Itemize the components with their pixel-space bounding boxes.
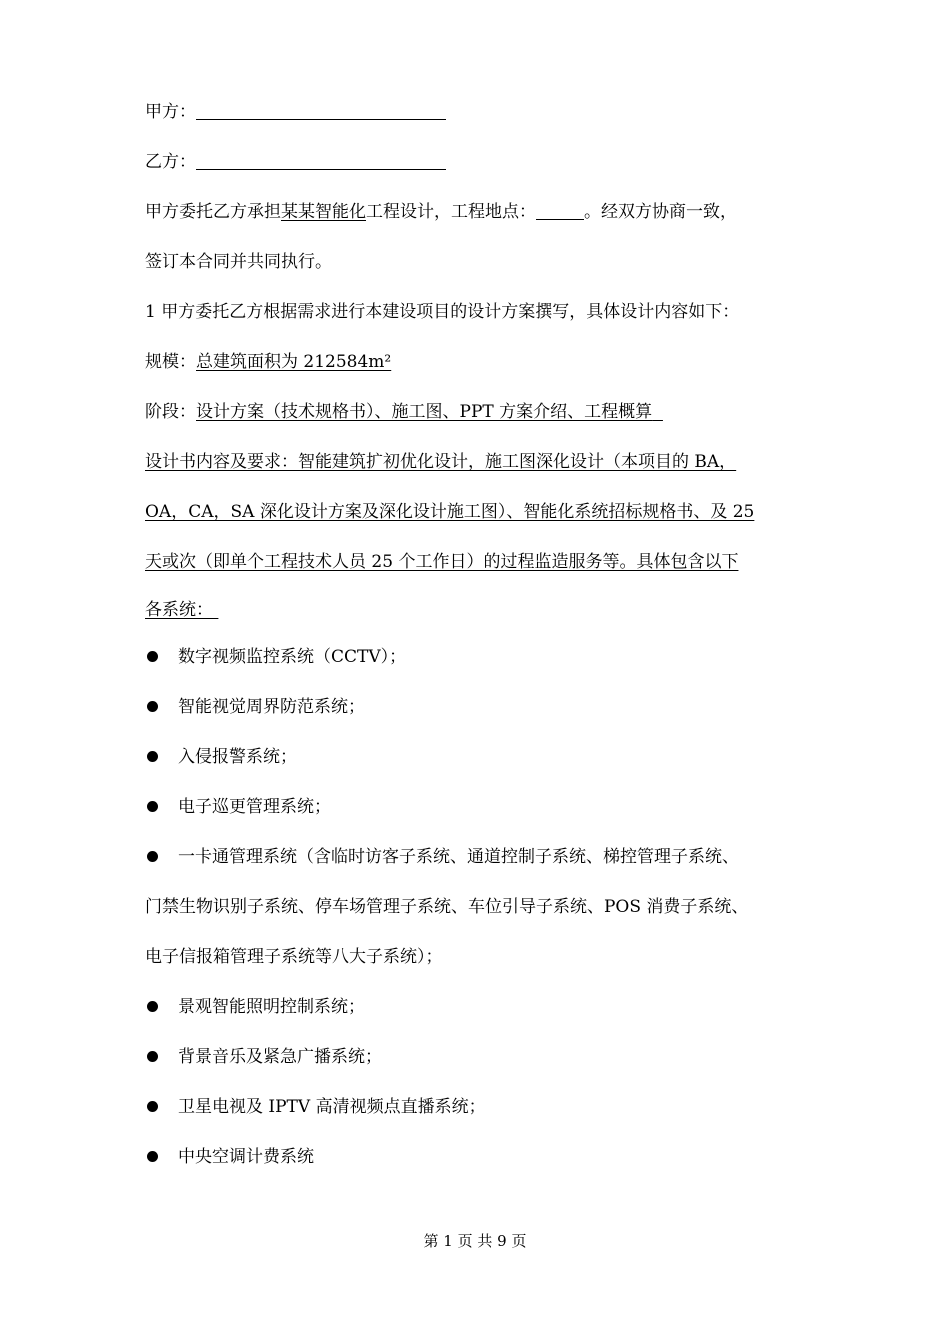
system-item-continuation: 门禁生物识别子系统、停车场管理子系统、车位引导子系统、POS 消费子系统、 <box>145 897 749 917</box>
party-b-blank <box>196 151 446 170</box>
intro-text-2: 工程设计，工程地点： <box>366 202 536 222</box>
requirements-line-2: OA，CA，SA 深化设计方案及深化设计施工图）、智能化系统招标规格书、及 25 <box>145 502 755 522</box>
intro-text-1: 甲方委托乙方承担 <box>145 202 281 222</box>
bullet-icon <box>147 1151 158 1162</box>
requirements-line-1: 设计书内容及要求：智能建筑扩初优化设计，施工图深化设计（本项目的 BA， <box>145 452 737 472</box>
requirements-line-4 <box>145 598 218 622</box>
bullet-icon <box>147 651 158 662</box>
party-a-blank <box>196 101 446 120</box>
bullet-icon <box>147 801 158 812</box>
system-item: 卫星电视及 IPTV 高清视频点直播系统； <box>178 1097 486 1117</box>
project-name: 某某智能化 <box>281 202 366 222</box>
location-blank <box>536 201 584 220</box>
party-b-label: 乙方： <box>145 152 196 172</box>
scale-value: 总建筑面积为 212584m² <box>196 352 392 372</box>
party-a-label: 甲方： <box>145 102 196 122</box>
bullet-icon <box>147 851 158 862</box>
system-item: 中央空调计费系统 <box>178 1147 314 1167</box>
bullet-icon <box>147 1101 158 1112</box>
party-b-line <box>145 150 446 174</box>
system-item: 电子巡更管理系统； <box>178 797 331 817</box>
page-footer: 第 1 页 共 9 页 <box>423 1232 527 1250</box>
intro-line-1 <box>145 200 737 224</box>
bullet-icon <box>147 1001 158 1012</box>
system-item: 入侵报警系统； <box>178 747 297 767</box>
stage-label: 阶段： <box>145 402 196 422</box>
system-item: 一卡通管理系统（含临时访客子系统、通道控制子系统、梯控管理子系统、 <box>178 847 739 867</box>
intro-line-2: 签订本合同并共同执行。 <box>145 252 332 272</box>
scale-line <box>145 350 391 374</box>
requirements-line-4-text: 各系统： <box>145 600 213 620</box>
system-item-continuation: 电子信报箱管理子系统等八大子系统）； <box>145 947 443 967</box>
scale-label: 规模： <box>145 352 196 372</box>
clause-1-heading: 1 甲方委托乙方根据需求进行本建设项目的设计方案撰写，具体设计内容如下： <box>145 302 740 322</box>
bullet-icon <box>147 701 158 712</box>
intro-text-3: 。经双方协商一致， <box>584 202 737 222</box>
party-a-line <box>145 100 446 124</box>
stage-value: 设计方案（技术规格书）、施工图、PPT 方案介绍、工程概算 <box>196 402 653 422</box>
system-item: 背景音乐及紧急广播系统； <box>178 1047 382 1067</box>
stage-line <box>145 400 663 424</box>
system-item: 景观智能照明控制系统； <box>178 997 365 1017</box>
bullet-icon <box>147 1051 158 1062</box>
bullet-icon <box>147 751 158 762</box>
requirements-line-3: 天或次（即单个工程技术人员 25 个工作日）的过程监造服务等。具体包含以下 <box>145 552 739 572</box>
system-item: 数字视频监控系统（CCTV）； <box>178 647 407 667</box>
system-item: 智能视觉周界防范系统； <box>178 697 365 717</box>
